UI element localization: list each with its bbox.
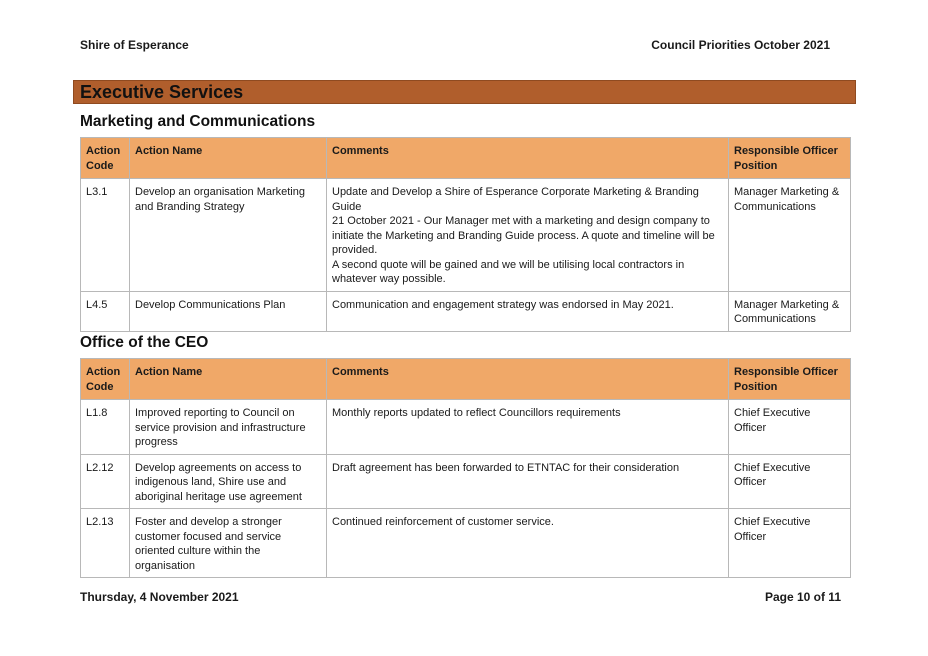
marketing-heading: Marketing and Communications bbox=[80, 113, 316, 130]
column-header-name: Action Name bbox=[130, 359, 327, 400]
ceo-heading: Office of the CEO bbox=[80, 334, 209, 351]
comment-line: Update and Develop a Shire of Esperance Corporate Marketing & Branding Guide bbox=[332, 186, 699, 213]
column-header-name: Action Name bbox=[130, 138, 327, 179]
column-header-officer: Responsible Officer Position bbox=[729, 359, 851, 400]
marketing-table bbox=[80, 137, 851, 332]
column-header-code: Action Code bbox=[81, 359, 130, 400]
action-comments: Communication and engagement strategy was endorsed in May 2021. bbox=[327, 291, 729, 331]
table-header-row bbox=[81, 138, 851, 179]
comment-line: 21 October 2021 - Our Manager met with a marketing and design company to initiate the Marketing and Branding Guide process. A quote and timeline will be provided. bbox=[332, 215, 715, 256]
responsible-officer: Chief Executive Officer bbox=[729, 454, 851, 509]
action-code: L2.13 bbox=[81, 509, 130, 578]
page-footer bbox=[80, 590, 841, 604]
action-comments bbox=[327, 179, 729, 292]
action-code: L3.1 bbox=[81, 179, 130, 292]
responsible-officer: Chief Executive Officer bbox=[729, 509, 851, 578]
comment-line: A second quote will be gained and we will be utilising local contractors in whatever way possible. bbox=[332, 258, 685, 285]
document-title: Council Priorities October 2021 bbox=[651, 38, 830, 52]
responsible-officer: Chief Executive Officer bbox=[729, 400, 851, 455]
section-banner: Executive Services bbox=[73, 80, 856, 104]
organisation-name: Shire of Esperance bbox=[80, 38, 189, 52]
action-name: Develop agreements on access to indigenous land, Shire use and aboriginal heritage use agreement bbox=[130, 454, 327, 509]
table-row bbox=[81, 454, 851, 509]
column-header-code: Action Code bbox=[81, 138, 130, 179]
responsible-officer: Manager Marketing & Communications bbox=[729, 291, 851, 331]
ceo-table bbox=[80, 358, 851, 578]
action-code: L4.5 bbox=[81, 291, 130, 331]
column-header-comments: Comments bbox=[327, 359, 729, 400]
action-comments: Draft agreement has been forwarded to ETNTAC for their consideration bbox=[327, 454, 729, 509]
action-name: Improved reporting to Council on service provision and infrastructure progress bbox=[130, 400, 327, 455]
table-header-row bbox=[81, 359, 851, 400]
column-header-officer: Responsible Officer Position bbox=[729, 138, 851, 179]
column-header-comments: Comments bbox=[327, 138, 729, 179]
responsible-officer: Manager Marketing & Communications bbox=[729, 179, 851, 292]
page-header bbox=[80, 38, 830, 52]
action-code: L1.8 bbox=[81, 400, 130, 455]
table-row bbox=[81, 400, 851, 455]
table-row bbox=[81, 291, 851, 331]
action-name: Develop an organisation Marketing and Branding Strategy bbox=[130, 179, 327, 292]
table-row bbox=[81, 509, 851, 578]
report-date: Thursday, 4 November 2021 bbox=[80, 590, 239, 604]
action-name: Foster and develop a stronger customer focused and service oriented culture within the organisation bbox=[130, 509, 327, 578]
action-code: L2.12 bbox=[81, 454, 130, 509]
page-number: Page 10 of 11 bbox=[764, 590, 841, 604]
action-name: Develop Communications Plan bbox=[130, 291, 327, 331]
action-comments: Continued reinforcement of customer service. bbox=[327, 509, 729, 578]
table-row bbox=[81, 179, 851, 292]
action-comments: Monthly reports updated to reflect Councillors requirements bbox=[327, 400, 729, 455]
